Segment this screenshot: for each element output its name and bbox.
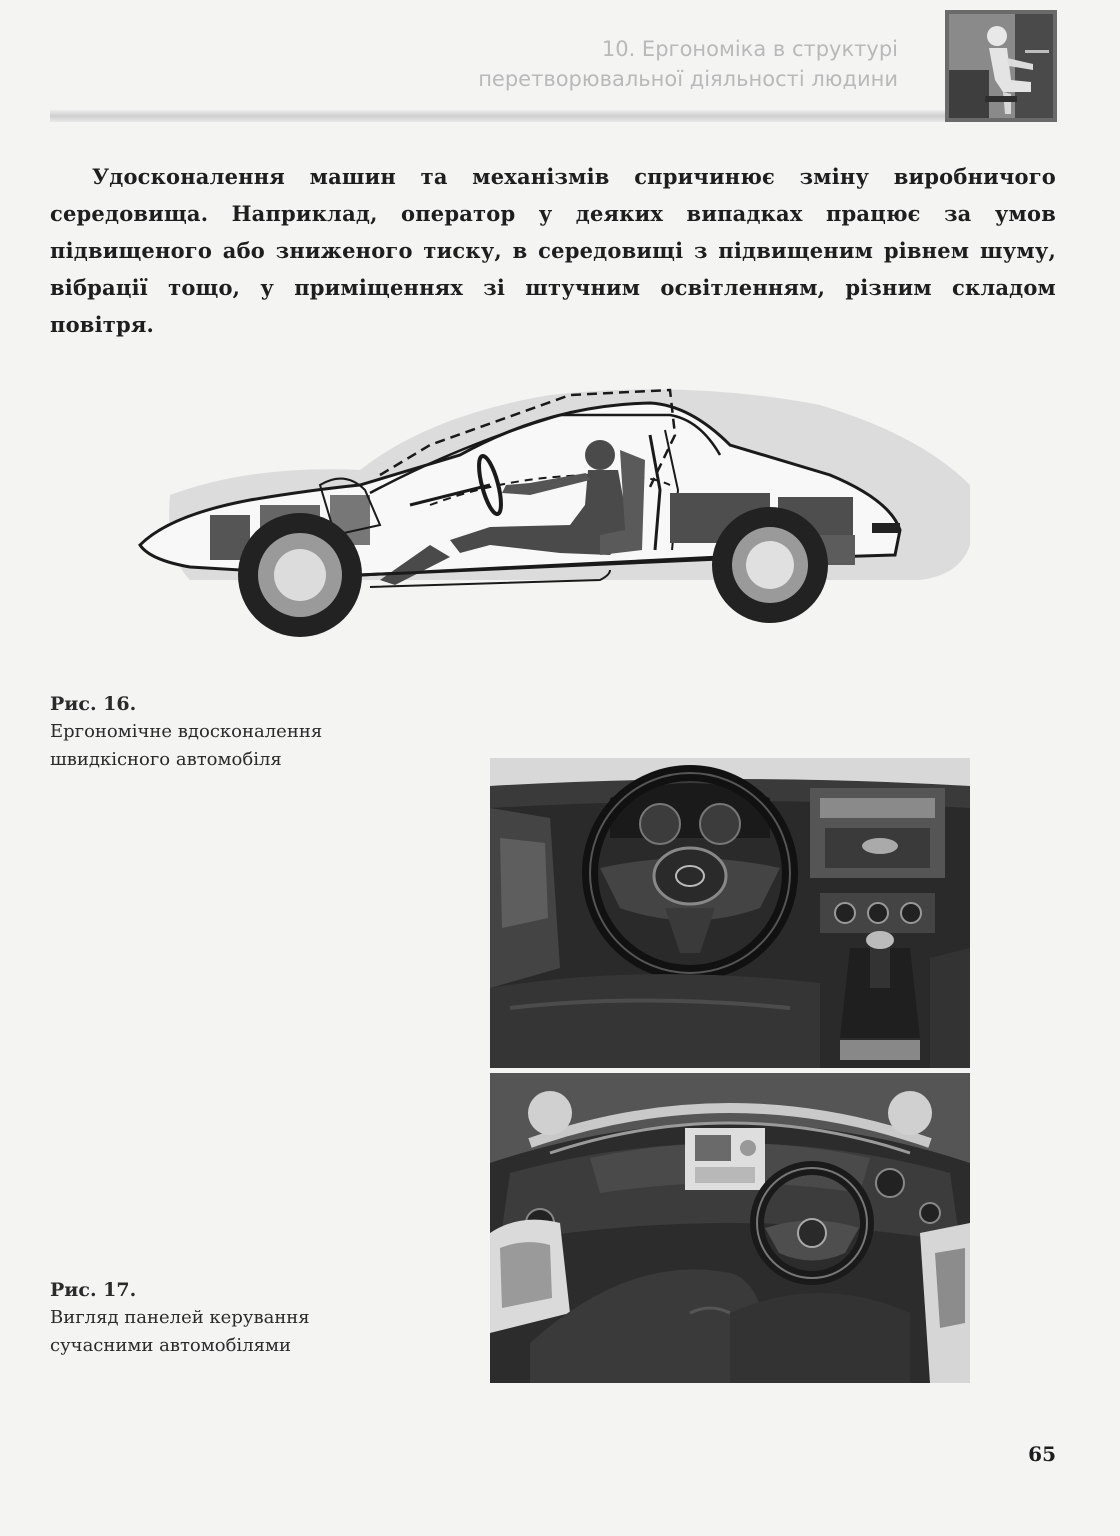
figure-16-caption-line1: Ергономічне вдосконалення <box>50 721 323 742</box>
page-number: 65 <box>1028 1442 1056 1466</box>
chapter-thumbnail-image <box>945 10 1057 122</box>
chapter-title-line2: перетворювальної діяльності людини <box>478 67 898 91</box>
figure-16-number: Рис. 16. <box>50 693 137 715</box>
figure-17-caption-line1: Вигляд панелей керування <box>50 1307 310 1328</box>
figure-17-dashboard-photo-1 <box>490 758 970 1068</box>
chapter-title-line1: 10. Ергономіка в структурі <box>601 37 898 61</box>
figure-16-caption <box>50 690 322 774</box>
figure-16-car-cutaway-image <box>130 375 980 665</box>
figure-17-caption-line2: сучасними автомобілями <box>50 1335 291 1356</box>
body-paragraph: Удосконалення машин та механізмів спричинює зміну виробничого середовища. Наприклад, оператор у деяких випадках працює за умов підвищеного або зниженого тиску, в середовищі з підвищеним рівнем шуму, вібрації тощо, у приміщеннях зі штучним освітленням, різним складом повітря. <box>50 164 1056 337</box>
header-divider <box>50 110 945 122</box>
figure-17-dashboard-photo-2 <box>490 1073 970 1383</box>
chapter-header <box>478 34 898 94</box>
figure-17-caption <box>50 1276 310 1360</box>
figure-16-caption-line2: швидкісного автомобіля <box>50 749 282 770</box>
figure-17-number: Рис. 17. <box>50 1279 137 1301</box>
